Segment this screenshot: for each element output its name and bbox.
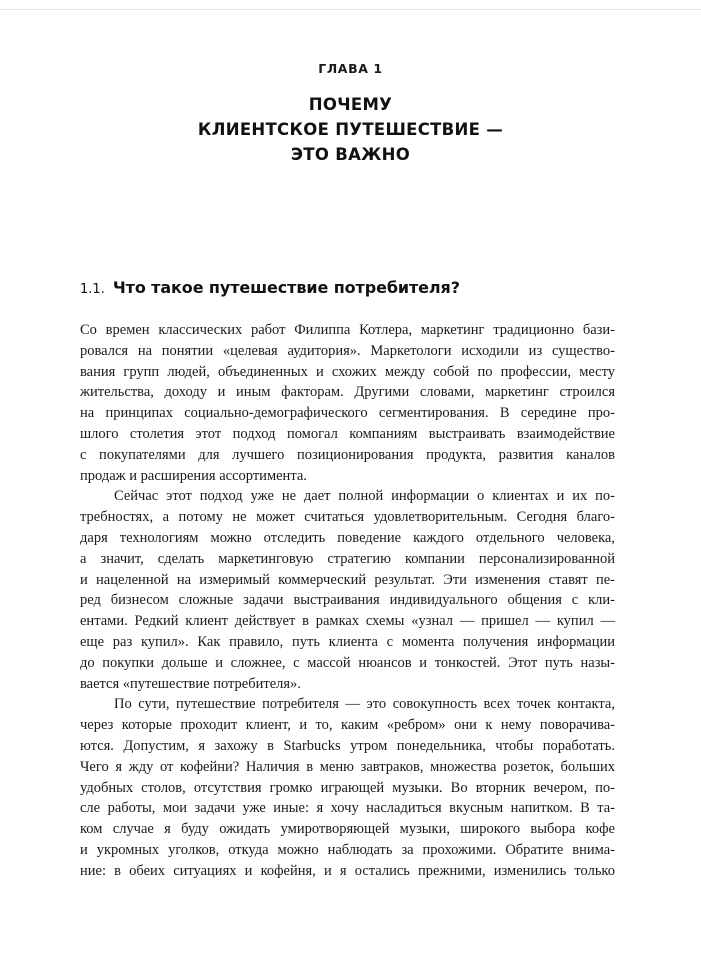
- text-line: шлого столетия этот подход помогал компаниям выстраивать взаимодействие: [80, 425, 615, 442]
- text-line: требностях, а потому не может считаться удовлетворительным. Сегодня благо-: [80, 509, 615, 526]
- page-top-rule: [0, 9, 701, 10]
- text-line: а значит, сделать маркетинговую стратегию компании персонализированной: [80, 550, 615, 567]
- chapter-title-line: ЭТО ВАЖНО: [290, 145, 411, 164]
- text-line: еще раз купил». Как правило, путь клиента с момента получения информации: [80, 633, 615, 650]
- text-line: ровался на понятии «целевая аудитория». Маркетологи исходили из существо-: [80, 342, 615, 359]
- section-number: 1.1.: [80, 282, 105, 297]
- paragraph: [80, 486, 615, 694]
- text-line: Чего я жду от кофейни? Наличия в меню завтраков, множества розеток, больших: [80, 758, 615, 775]
- text-line: ентами. Редкий клиент действует в рамках схемы «узнал — пришел — купил —: [80, 613, 615, 630]
- body-text: [80, 320, 615, 882]
- text-line: ние: в обеих ситуациях и кофейня, и я остались прежними, изменились только: [80, 862, 615, 879]
- section-title: Что такое путешествие потребителя?: [112, 278, 460, 297]
- text-line: Сейчас этот подход уже не дает полной информации о клиентах и их по-: [114, 488, 615, 505]
- chapter-title-line: ПОЧЕМУ: [308, 95, 393, 114]
- chapter-title: [0, 92, 701, 167]
- text-line: сле работы, мои задачи уже иные: я хочу насладиться вкусным напитком. В та-: [80, 800, 615, 817]
- paragraph: [80, 320, 615, 486]
- chapter-label: ГЛАВА 1: [318, 61, 383, 76]
- text-line: и нацеленной на измеримый коммерческий результат. Эти изменения ставят пе-: [80, 571, 615, 588]
- text-line: вания групп людей, объединенных и схожих между собой по профессии, месту: [80, 363, 615, 380]
- chapter-title-line: КЛИЕНТСКОЕ ПУТЕШЕСТВИЕ —: [197, 120, 504, 139]
- text-line: до покупки дольше и сложнее, с массой нюансов и тонкостей. Этот путь назы-: [80, 654, 615, 671]
- text-line: через которые проходит клиент, и то, каким «ребром» они к нему поворачива-: [80, 717, 615, 734]
- text-line: с покупателями для лучшего позиционирования продукта, развития каналов: [80, 446, 615, 463]
- text-line: вается «путешествие потребителя».: [80, 675, 301, 692]
- paragraph: [80, 694, 615, 881]
- text-line: ются. Допустим, я захожу в Starbucks утром понедельника, чтобы поработать.: [80, 737, 615, 754]
- text-line: ред бизнесом сложные задачи выстраивания индивидуального общения с кли-: [80, 592, 615, 609]
- section-heading: [80, 278, 640, 297]
- text-line: на принципах социально-демографического сегментирования. В середине про-: [80, 405, 615, 422]
- text-line: продаж и расширения ассортимента.: [80, 467, 307, 484]
- text-line: даря технологиям можно отследить поведение каждого отдельного человека,: [80, 529, 615, 546]
- text-line: ком случае я буду ожидать умиротворяющей музыки, широкого выбора кофе: [80, 821, 615, 838]
- text-line: и укромных уголков, откуда можно наблюдать за прохожими. Обратите внима-: [80, 841, 615, 858]
- text-line: удобных столов, отсутствия громко играющей музыки. Во вторник вечером, по-: [80, 779, 615, 796]
- text-line: По сути, путешествие потребителя — это совокупность всех точек контакта,: [114, 696, 615, 713]
- text-line: Со времен классических работ Филиппа Котлера, маркетинг традиционно бази-: [80, 322, 615, 338]
- text-line: жительства, доходу и иным факторам. Другими словами, маркетинг строился: [80, 384, 615, 401]
